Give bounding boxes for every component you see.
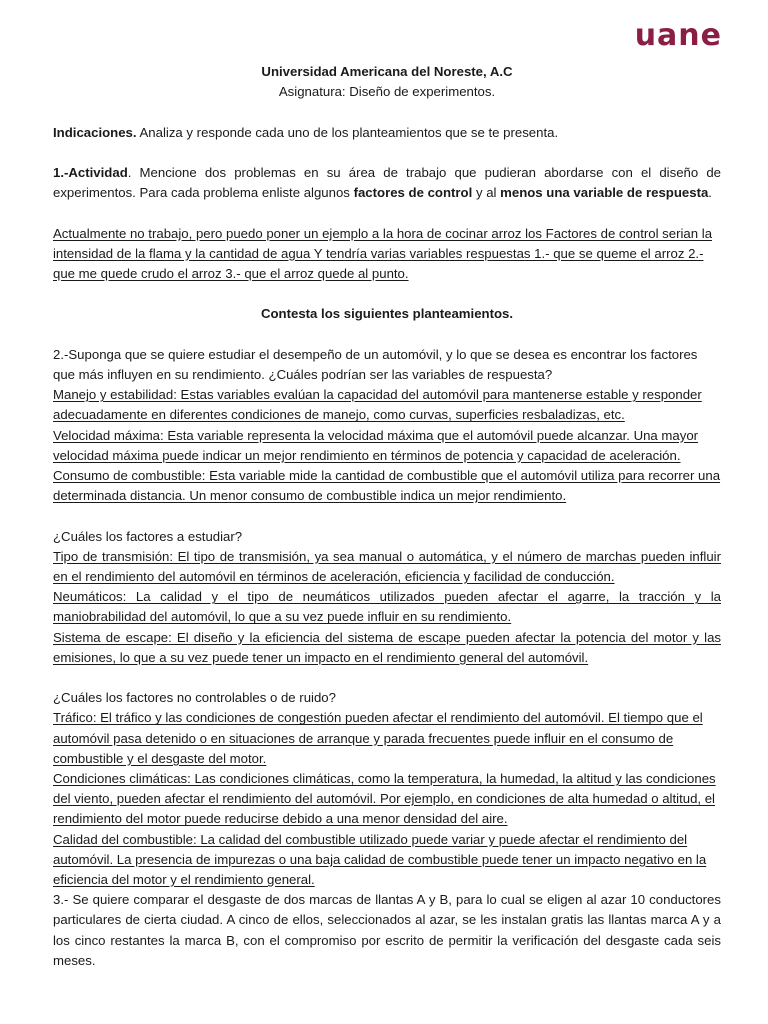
noise-factor-1: Tráfico: El tráfico y las condiciones de congestión pueden afectar el rendimiento del automóvil. El tiempo que el automóvil pasa detenido o en situaciones de arranque y parada frecuentes puede influir en el consumo de combustible y el desgaste del motor. xyxy=(53,710,703,766)
institution-title: Universidad Americana del Noreste, A.C xyxy=(261,64,513,79)
activity1-text3: . xyxy=(708,185,712,201)
response-variable-1: Manejo y estabilidad: Estas variables evalúan la capacidad del automóvil para mantenerse estable y responder adecuadamente en diferentes condiciones de manejo, como curvas, superficies resbaladizas, etc. xyxy=(53,387,702,423)
instructions-paragraph xyxy=(53,123,721,143)
section-title: Contesta los siguientes planteamientos. xyxy=(260,306,514,322)
activity1-bold-control: factores de control xyxy=(353,185,473,201)
activity1-paragraph xyxy=(53,163,721,203)
activity1-label: 1.-Actividad xyxy=(53,164,128,180)
activity1-text2: y al xyxy=(472,185,501,201)
subject-line: Asignatura: Diseño de experimentos. xyxy=(278,84,496,100)
noise-question: ¿Cuáles los factores no controlables o de ruido? xyxy=(53,690,336,706)
instructions-text: Analiza y responde cada uno de los planteamientos que se te presenta. xyxy=(136,124,559,140)
factor-1: Tipo de transmisión: El tipo de transmisión, ya sea manual o automática, y el número de marchas pueden influir en el rendimiento del automóvil en términos de aceleración, eficiencia y facilidad de conducción. xyxy=(53,548,721,584)
document-body xyxy=(53,62,721,971)
q2-intro: 2.-Suponga que se quiere estudiar el desempeño de un automóvil, y lo que se desea es encontrar los factores que más influyen en su rendimiento. ¿Cuáles podrían ser las variables de respuesta? xyxy=(53,346,698,382)
factor-2: Neumáticos: La calidad y el tipo de neumáticos utilizados pueden afectar el agarre, la tracción y la maniobrabilidad del automóvil, lo que a su vez puede influir en su rendimiento. xyxy=(53,589,721,625)
activity1-text: . Mencione dos problemas en su área de trabajo que pudieran abordarse con el diseño de experimentos. Para cada problema enliste algunos xyxy=(53,164,721,201)
uane-logo: uane xyxy=(634,18,722,53)
activity1-bold-response: menos una variable de respuesta xyxy=(500,185,709,201)
response-variable-2: Velocidad máxima: Esta variable representa la velocidad máxima que el automóvil puede alcanzar. Una mayor velocidad máxima puede indicar un mejor rendimiento en términos de potencia y capacidad de aceleración. xyxy=(53,427,699,463)
factors-question: ¿Cuáles los factores a estudiar? xyxy=(53,528,243,544)
activity1-answer: Actualmente no trabajo, pero puedo poner un ejemplo a la hora de cocinar arroz los Factores de control serian la intensidad de la flama y la cantidad de agua Y tendría varias variables respuestas 1.- que se queme el arroz 2.- que me quede crudo el arroz 3.- que el arroz quede al punto. xyxy=(53,225,713,281)
noise-factor-2: Condiciones climáticas: Las condiciones climáticas, como la temperatura, la humedad, la altitud y las condiciones del viento, pueden afectar el rendimiento del automóvil. Por ejemplo, en condiciones de alta humedad o altitud, el rendimiento del motor puede reducirse debido a una menor densidad del aire. xyxy=(53,771,716,827)
q3-paragraph: 3.- Se quiere comparar el desgaste de dos marcas de llantas A y B, para lo cual se eligen al azar 10 conductores particulares de cierta ciudad. A cinco de ellos, seleccionados al azar, se les instalan gratis las llantas marca A y a los cinco restantes la marca B, con el compromiso por escrito de permitir la verificación del desgaste cada seis meses. xyxy=(53,892,721,968)
instructions-label: Indicaciones. xyxy=(53,124,137,140)
noise-factor-3: Calidad del combustible: La calidad del combustible utilizado puede variar y puede afectar el rendimiento del automóvil. La presencia de impurezas o una baja calidad de combustible puede tener un impacto negativo en la eficiencia del motor y el rendimiento general. xyxy=(53,831,707,888)
response-variable-3: Consumo de combustible: Esta variable mide la cantidad de combustible que el automóvil utiliza para recorrer una determinada distancia. Un menor consumo de combustible indica un mejor rendimiento. xyxy=(53,467,721,504)
factor-3: Sistema de escape: El diseño y la eficiencia del sistema de escape pueden afectar la potencia del motor y las emisiones, lo que a su vez puede tener un impacto en el rendimiento general del automóvil. xyxy=(53,629,721,665)
